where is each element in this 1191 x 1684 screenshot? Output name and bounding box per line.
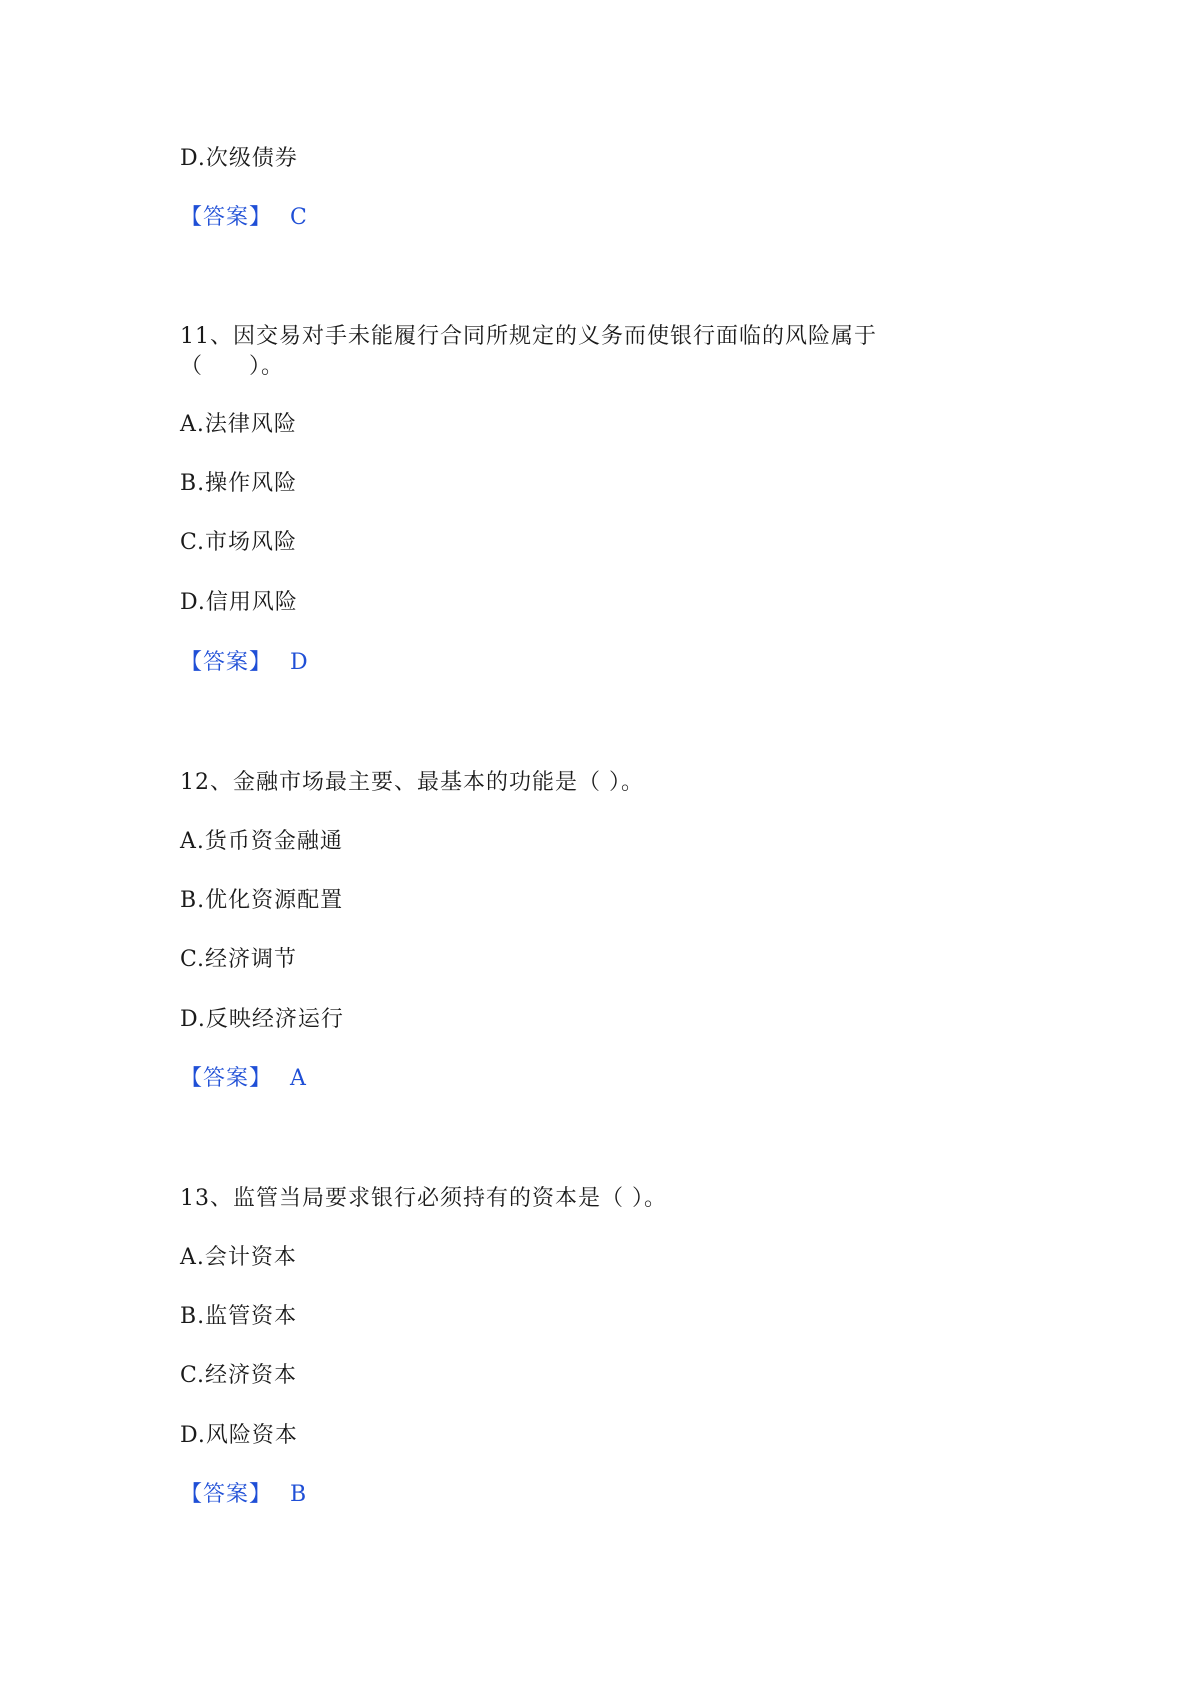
q13-answer-label: 【答案】 — [180, 1482, 273, 1507]
q11-stem-line1: 11、因交易对手未能履行合同所规定的义务而使银行面临的风险属于 — [180, 324, 877, 349]
q11-answer-value: D — [290, 650, 309, 675]
q11-answer-label: 【答案】 — [180, 650, 273, 675]
q12-option-b: B.优化资源配置 — [180, 888, 344, 913]
q13-stem: 13、监管当局要求银行必须持有的资本是（ ）。 — [180, 1186, 667, 1211]
q12-answer-label: 【答案】 — [180, 1066, 273, 1091]
q11-option-a: A.法律风险 — [180, 412, 297, 437]
q10-option-d: D.次级债券 — [180, 146, 298, 171]
q10-answer-label: 【答案】 — [180, 205, 273, 230]
q11-answer — [180, 648, 309, 678]
q11-option-d: D.信用风险 — [180, 590, 298, 615]
q13-option-a: A.会计资本 — [180, 1245, 297, 1270]
q11-stem-line2: （ ）。 — [180, 354, 285, 379]
q10-answer-value: C — [290, 205, 308, 230]
q13-option-c: C.经济资本 — [180, 1363, 298, 1388]
q12-option-c: C.经济调节 — [180, 947, 298, 972]
q12-answer-value: A — [290, 1066, 307, 1091]
q12-option-a: A.货币资金融通 — [180, 829, 343, 854]
q12-option-d: D.反映经济运行 — [180, 1007, 344, 1032]
q12-answer — [180, 1064, 307, 1094]
q13-option-d: D.风险资本 — [180, 1423, 298, 1448]
q12-stem: 12、金融市场最主要、最基本的功能是（ ）。 — [180, 770, 644, 795]
q10-answer — [180, 203, 308, 233]
q13-option-b: B.监管资本 — [180, 1304, 298, 1329]
q13-answer-value: B — [290, 1482, 308, 1507]
q13-answer — [180, 1480, 307, 1510]
q11-option-b: B.操作风险 — [180, 471, 298, 496]
q11-option-c: C.市场风险 — [180, 530, 298, 555]
